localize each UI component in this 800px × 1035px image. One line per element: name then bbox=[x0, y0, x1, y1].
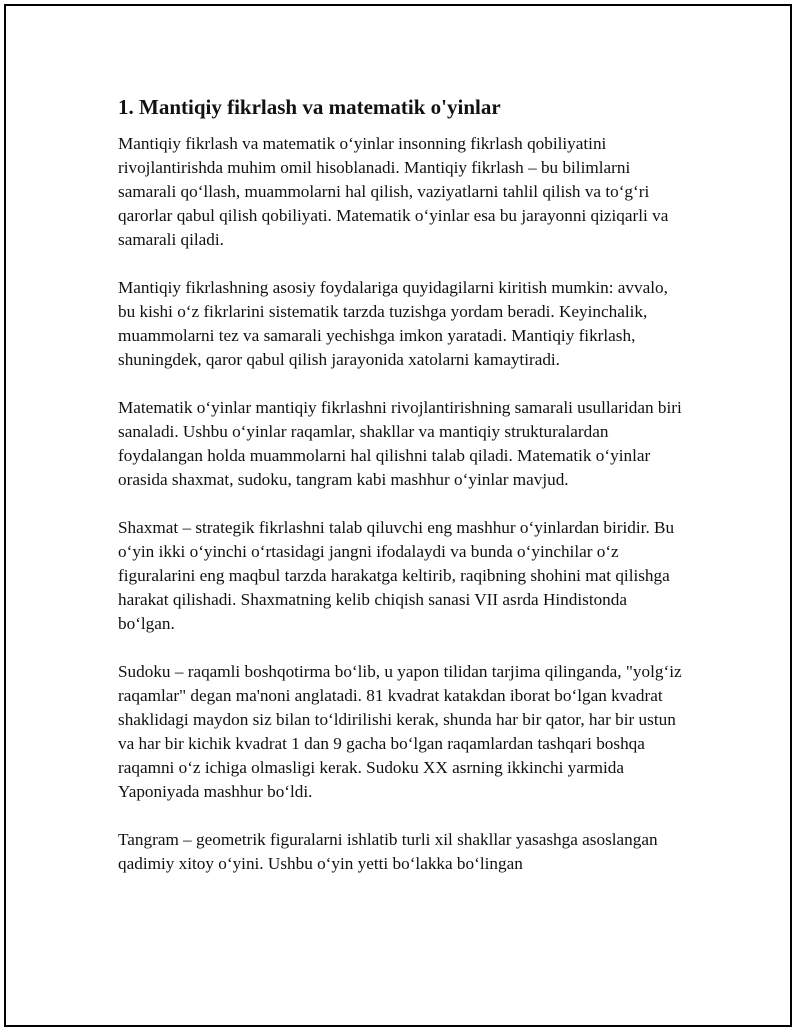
paragraph-intro: Mantiqiy fikrlash va matematik o‘yinlar insonning fikrlash qobiliyatini rivojlantirishda muhim omil hisoblanadi. Mantiqiy fikrlash – bu bilimlarni samarali qo‘llash, muammolarni hal qilish, vaziyatlarni tahlil qilish va to‘g‘ri qarorlar qabul qilish qobiliyati. Matematik o‘yinlar esa bu jarayonni qiziqarli va samarali qiladi. bbox=[118, 134, 669, 249]
paragraph-tangram: Tangram – geometrik figuralarni ishlatib turli xil shakllar yasashga asoslangan qadimiy xitoy o‘yini. Ushbu o‘yin yetti bo‘lakka bo‘lingan bbox=[118, 830, 658, 873]
section-heading: 1. Mantiqiy fikrlash va matematik o'yinlar bbox=[118, 95, 501, 119]
paragraph-math-games: Matematik o‘yinlar mantiqiy fikrlashni rivojlantirishning samarali usullaridan biri sanaladi. Ushbu o‘yinlar raqamlar, shakllar va mantiqiy strukturalardan foydalangan holda muammolarni hal qilishni talab qiladi. Matematik o‘yinlar orasida shaxmat, sudoku, tangram kabi mashhur o‘yinlar mavjud. bbox=[118, 398, 682, 489]
paragraph-sudoku: Sudoku – raqamli boshqotirma bo‘lib, u yapon tilidan tarjima qilinganda, "yolg‘iz raqamlar" degan ma'noni anglatadi. 81 kvadrat katakdan iborat bo‘lgan kvadrat shaklidagi maydon siz bilan to‘ldirilishi kerak, shunda har bir qator, har bir ustun va har bir kichik kvadrat 1 dan 9 gacha bo‘lgan raqamlardan tashqari boshqa raqamni o‘z ichiga olmasligi kerak. Sudoku XX asrning ikkinchi yarmida Yaponiyada mashhur bo‘ldi. bbox=[118, 662, 682, 801]
paragraph-benefits: Mantiqiy fikrlashning asosiy foydalariga quyidagilarni kiritish mumkin: avvalo, bu kishi o‘z fikrlarini sistematik tarzda tuzishga yordam beradi. Keyinchalik, muammolarni tez va samarali yechishga imkon yaratadi. Mantiqiy fikrlash, shuningdek, qaror qabul qilish jarayonida xatolarni kamaytiradi. bbox=[118, 278, 668, 369]
document-body bbox=[118, 94, 688, 900]
paragraph-chess: Shaxmat – strategik fikrlashni talab qiluvchi eng mashhur o‘yinlardan biridir. Bu o‘yin ikki o‘yinchi o‘rtasidagi jangni ifodalaydi va bunda o‘yinchilar o‘z figuralarini eng maqbul tarzda harakatga keltirib, raqibning shohini mat qilishga harakat qilishadi. Shaxmatning kelib chiqish sanasi VII asrda Hindistonda bo‘lgan. bbox=[118, 518, 675, 633]
